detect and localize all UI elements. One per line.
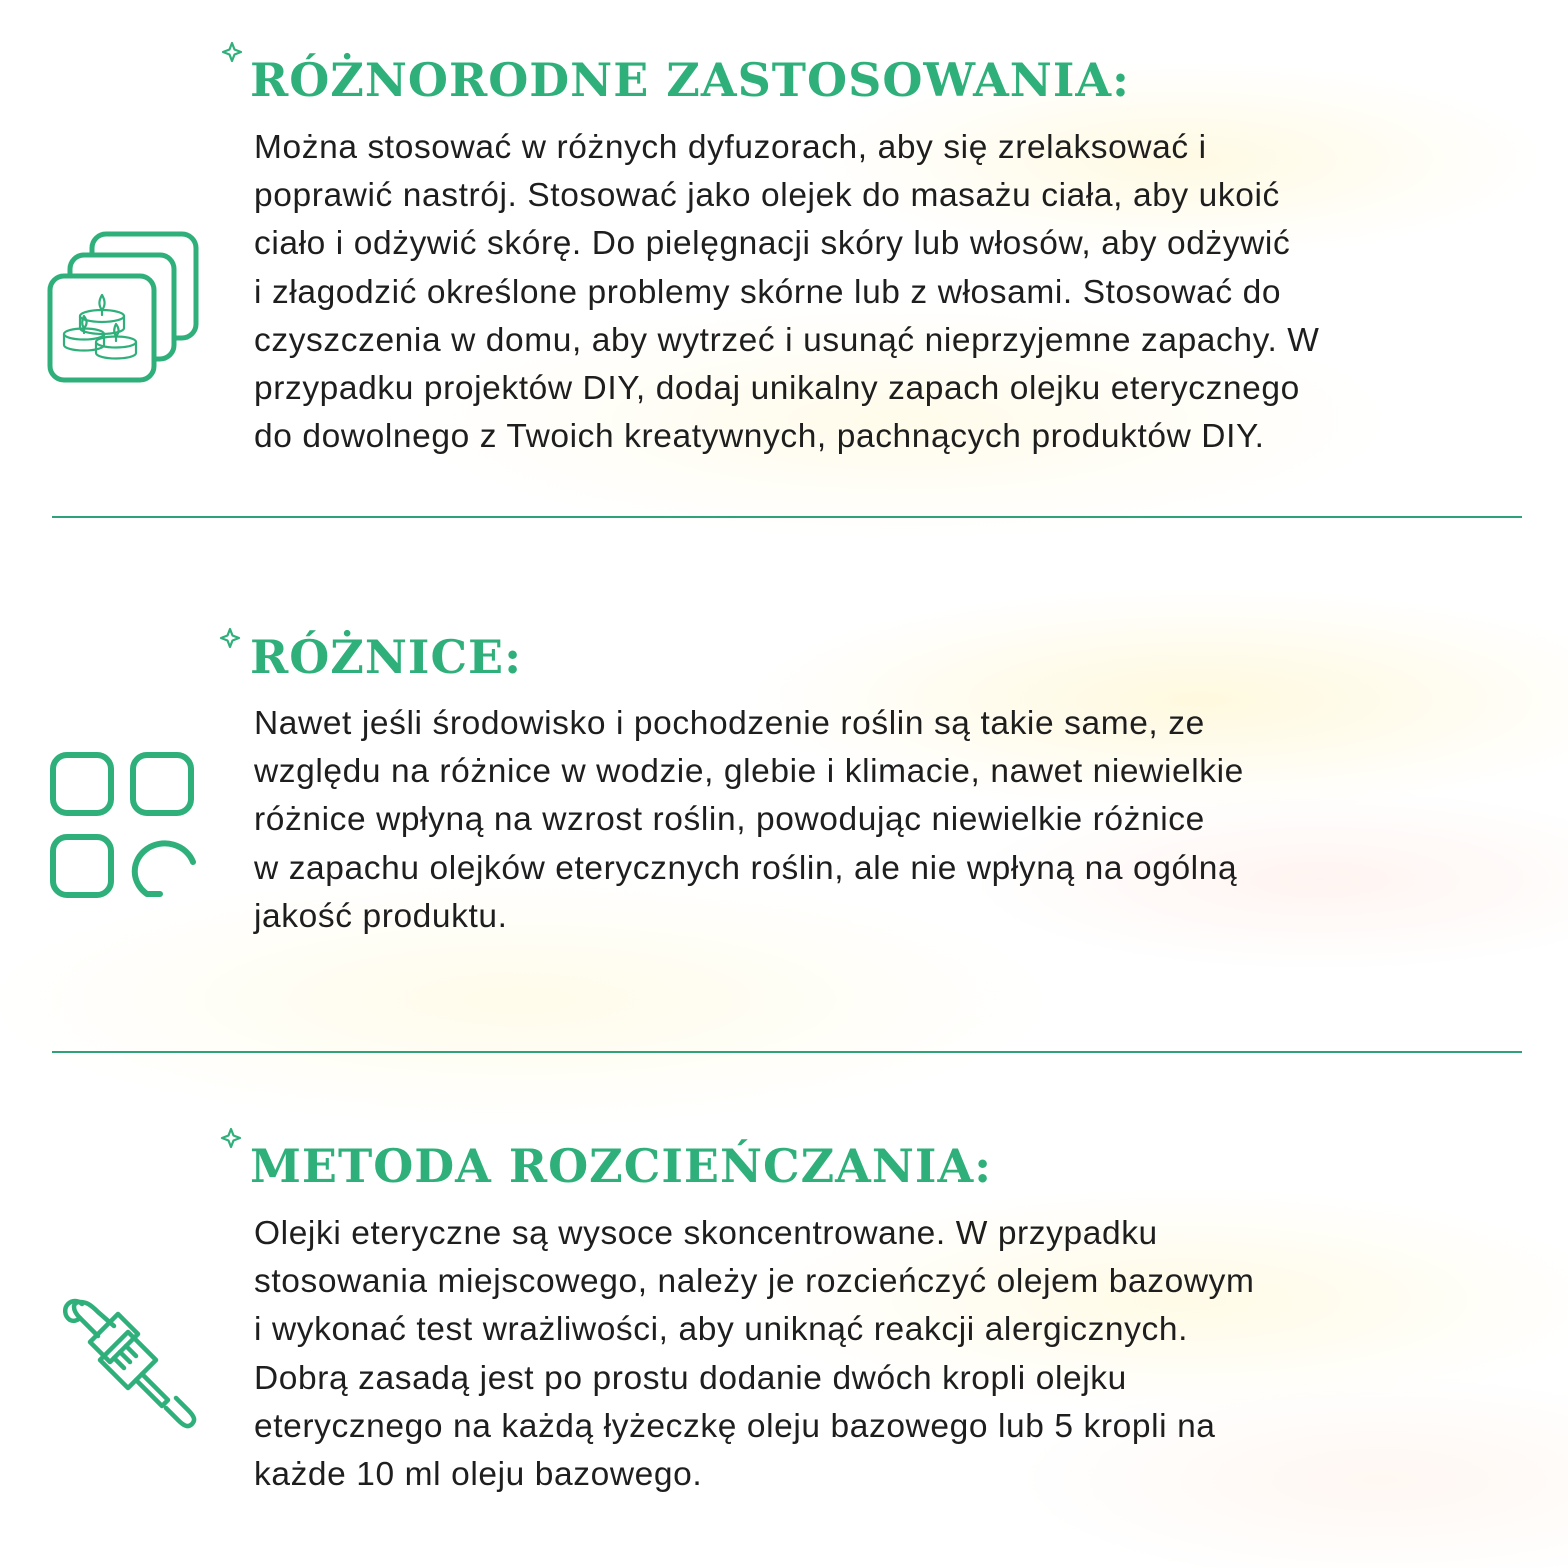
section-divider <box>52 1051 1522 1053</box>
section-body: Olejki eteryczne są wysoce skoncentrowane. W przypadku stosowania miejscowego, należy je rozcieńczyć olejem bazowym i wykonać test wrażliwości, aby uniknąć reakcji alergicznych. Dobrą zasadą jest po prostu dodanie dwóch kropli olejku eterycznego na każdą łyżeczkę oleju bazowego lub 5 kropli na każde 10 ml oleju bazowego. <box>254 1215 1255 1494</box>
tealight-candles-icon <box>46 230 202 384</box>
sparkle-icon <box>221 41 243 63</box>
sparkle-icon <box>220 1127 242 1149</box>
section-heading: METODA ROZCIEŃCZANIA: <box>250 1139 993 1193</box>
dropper-icon <box>58 1296 198 1436</box>
section-heading: RÓŻNICE: <box>250 630 523 684</box>
section-body: Nawet jeśli środowisko i pochodzenie roślin są takie same, ze względu na różnice w wodzie, glebie i klimacie, nawet niewielkie różnice wpłyną na wzrost roślin, powodując niewielkie różnice w zapachu olejków eterycznych roślin, ale nie wpłyną na ogólną jakość produktu. <box>254 705 1244 935</box>
section-body: Można stosować w różnych dyfuzorach, aby się zrelaksować i poprawić nastrój. Stosować jako olejek do masażu ciała, aby ukoić ciało i odżywić skórę. Do pielęgnacji skóry lub włosów, aby odżywić i złagodzić określone problemy skórne lub z włosami. Stosować do czyszczenia w domu, aby wytrzeć i usunąć nieprzyjemne zapachy. W przypadku projektów DIY, dodaj unikalny zapach olejku eterycznego do dowolnego z Twoich kreatywnych, pachnących produktów DIY. <box>254 129 1320 456</box>
section-divider <box>52 516 1522 518</box>
section-heading: RÓŻNORODNE ZASTOSOWANIA: <box>250 53 1131 107</box>
sparkle-icon <box>219 627 241 649</box>
grid-squares-icon <box>48 750 198 900</box>
